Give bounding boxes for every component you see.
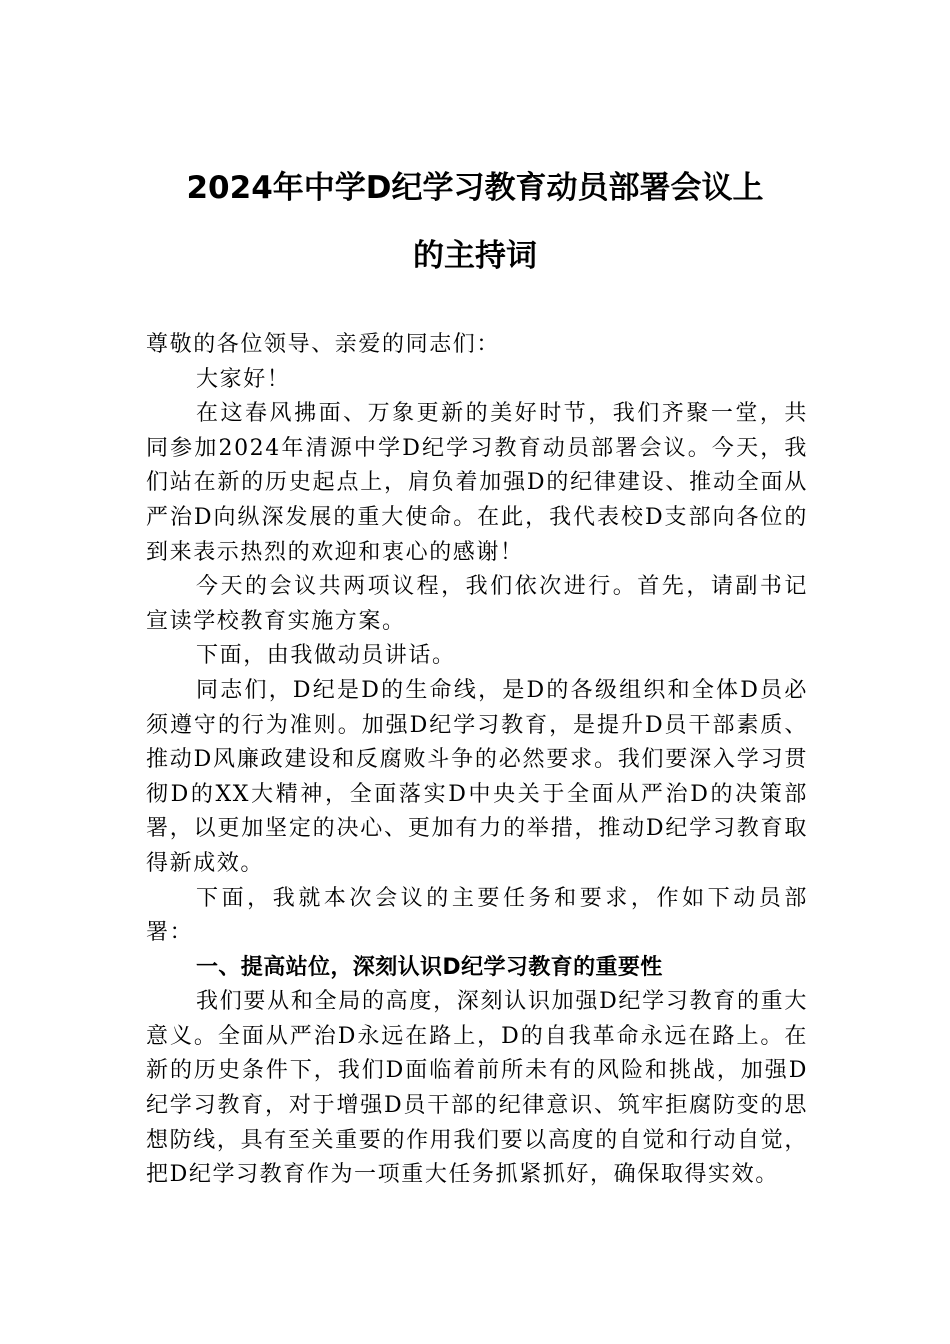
section-heading-1: 一、提高站位，深刻认识D纪学习教育的重要性 [196,954,663,980]
paragraph-agenda: 今天的会议共两项议程，我们依次进行。首先，请副书记宣读学校教育实施方案。 [146,574,808,634]
paragraph-section-1: 我们要从和全局的高度，深刻认识加强D纪学习教育的重大意义。全面从严治D永远在路上，D的自我革命永远在路上。在新的历史条件下，我们D面临着前所未有的风险和挑战，加强D纪学习教育，对于增强D员干部的纪律意识、筑牢拒腐防变的思想防线，具有至关重要的作用我们要以高度的自觉和行动自觉，把D纪学习教育作为一项重大任务抓紧抓好，确保取得实效。 [146,989,808,1188]
paragraph-deployment: 下面，我就本次会议的主要任务和要求，作如下动员部署： [146,885,808,946]
paragraph-opening: 在这春风拂面、万象更新的美好时节，我们齐聚一堂，共同参加2024年清源中学D纪学习教育动员部署会议。今天，我们站在新的历史起点上，肩负着加强D的纪律建设、推动全面从严治D向纵深发展的重大使命。在此，我代表校D支部向各位的到来表示热烈的欢迎和衷心的感谢！ [146,401,808,565]
paragraph-discipline: 同志们，D纪是D的生命线，是D的各级组织和全体D员必须遵守的行为准则。加强D纪学习教育，是提升D员干部素质、推动D风廉政建设和反腐败斗争的必然要求。我们要深入学习贯彻D的XX大精神，全面落实D中央关于全面从严治D的决策部署，以更加坚定的决心、更加有力的举措，推动D纪学习教育取得新成效。 [146,677,808,876]
document-title-line-1: 2024年中学D纪学习教育动员部署会议上 [186,170,764,206]
document-title-line-2: 的主持词 [413,238,537,274]
greeting: 大家好！ [196,366,291,392]
document-body [146,328,808,1193]
paragraph-speech-intro: 下面，由我做动员讲话。 [196,643,456,669]
salutation: 尊敬的各位领导、亲爱的同志们： [146,332,501,357]
